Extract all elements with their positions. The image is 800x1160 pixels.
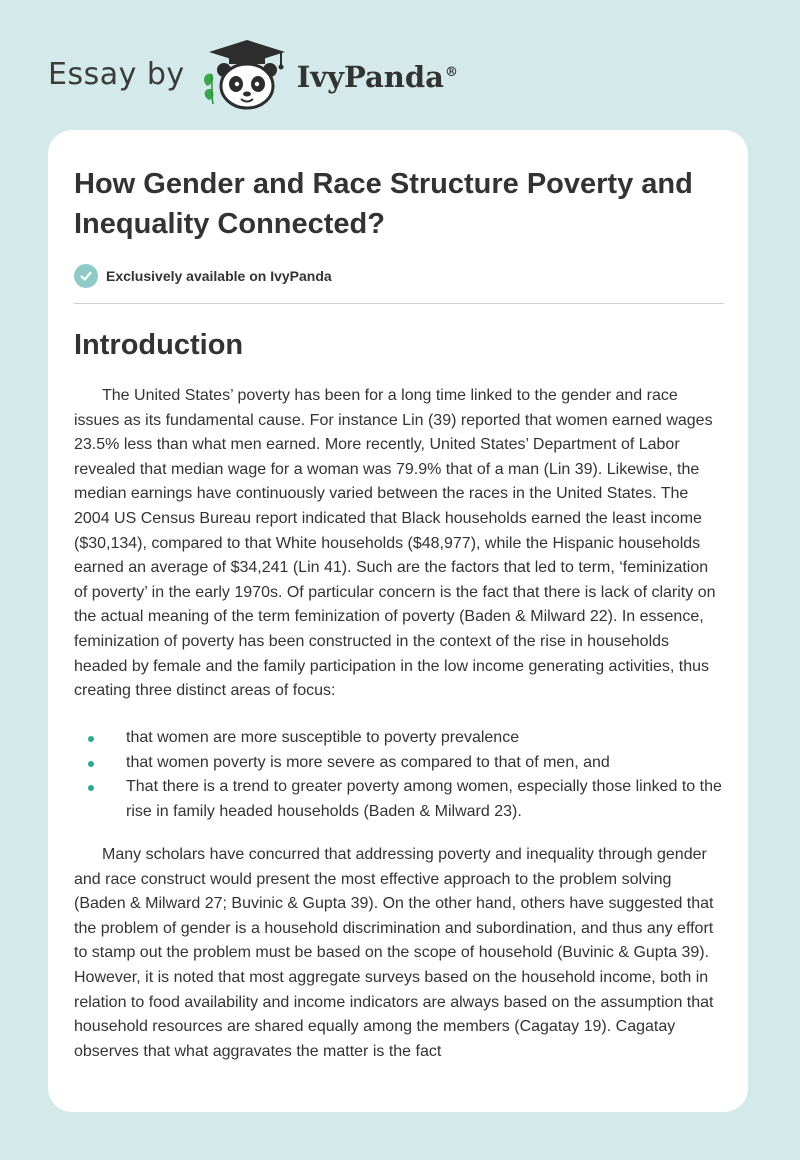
bullet-icon [88,736,94,742]
list-item [74,775,724,824]
bullet-icon [88,785,94,791]
page-title: How Gender and Race Structure Poverty and Inequality Connected? [74,168,693,240]
panda-graduate-icon [199,38,295,110]
check-circle-icon [74,264,98,288]
bullet-icon [88,761,94,767]
essay-card [48,130,748,1112]
list-item-text: that women poverty is more severe as compared to that of men, and [126,753,610,771]
badge-label: Exclusively available on IvyPanda [106,268,332,284]
brand-prefix: Essay by [48,56,185,92]
divider [74,303,724,304]
brand-name: IvyPanda® [296,60,458,94]
list-item-text: that women are more susceptible to poverty prevalence [126,729,520,746]
paragraph: Many scholars have concurred that addressing poverty and inequality through gender and race construct would present the most effective approach to the problem solving (Baden & Milward 27; Buvinic & Gupta 39). On the other hand, others have suggested that the problem of gender is a household discrimination and subordination, and thus any effort to stamp out the problem must be based on the scope of household (Buvinic & Gupta 39). However, it is noted that most aggregate surveys based on the household income, both in relation to food availability and income indicators are always based on the assumption that household resources are shared equally among the members (Cagatay 19). Cagatay observes that what aggravates the matter is the fact [74,846,714,1060]
list-item-text: That there is a trend to greater poverty among women, especially those linked to the rise in family headed households (Baden & Milward 23). [126,778,722,820]
section-heading: Introduction [74,329,244,361]
list-item [74,751,724,776]
exclusive-badge [74,264,332,288]
list-item [74,726,724,751]
bullet-list [74,726,724,824]
registered-mark: ® [444,65,458,81]
brand-header [48,38,458,110]
paragraph: The United States’ poverty has been for a long time linked to the gender and race issues as its fundamental cause. For instance Lin (39) reported that women earned wages 23.5% less than what men earned. More recently, United States’ Department of Labor revealed that median wage for a woman was 79.9% that of a man (Lin 39). Likewise, the median earnings have continuously varied between the races in the United States. The 2004 US Census Bureau report indicated that Black households earned the least income ($30,134), compared to that White households ($48,977), while the Hispanic households earned an average of $34,241 (Lin 41). Such are the factors that led to term, ‘feminization of poverty’ in the early 1970s. Of particular concern is the fact that there is lack of clarity on the actual meaning of the term feminization of poverty (Baden & Milward 22). In essence, feminization of poverty has been constructed in the context of the rise in households headed by female and the family participation in the low income generating activities, thus creating three distinct areas of focus: [74,387,716,700]
